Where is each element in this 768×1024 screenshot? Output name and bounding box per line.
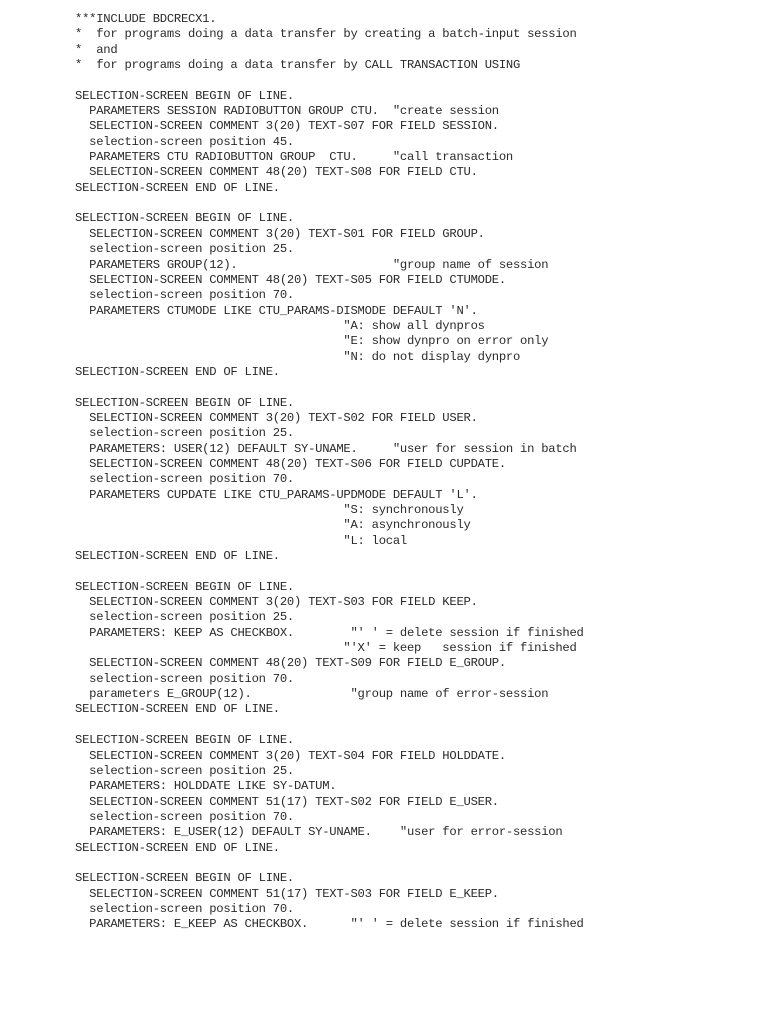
code-line: SELECTION-SCREEN COMMENT 3(20) TEXT-S01 FOR FIELD GROUP. <box>75 226 485 241</box>
code-line: SELECTION-SCREEN END OF LINE. <box>75 180 280 195</box>
code-line: selection-screen position 25. <box>75 242 294 257</box>
code-line <box>75 564 755 579</box>
code-line: SELECTION-SCREEN BEGIN OF LINE. <box>75 88 294 103</box>
code-line: * for programs doing a data transfer by creating a batch-input session <box>75 27 577 42</box>
abap-source-listing <box>75 12 755 948</box>
code-line: SELECTION-SCREEN COMMENT 48(20) TEXT-S08 FOR FIELD CTU. <box>75 165 478 180</box>
code-line: SELECTION-SCREEN BEGIN OF LINE. <box>75 871 294 886</box>
code-line: selection-screen position 70. <box>75 288 294 303</box>
code-line: "'X' = keep session if finished <box>75 641 577 656</box>
code-line: "N: do not display dynpro <box>75 349 521 364</box>
code-line: ***INCLUDE BDCRECX1. <box>75 12 217 26</box>
code-line: PARAMETERS CTU RADIOBUTTON GROUP CTU. "call transaction <box>75 150 513 165</box>
code-line <box>75 196 755 211</box>
code-line: "L: local <box>75 533 407 548</box>
code-line: SELECTION-SCREEN COMMENT 3(20) TEXT-S04 FOR FIELD HOLDDATE. <box>75 748 506 763</box>
code-line: PARAMETERS GROUP(12). "group name of session <box>75 257 549 272</box>
code-line: SELECTION-SCREEN COMMENT 48(20) TEXT-S09 FOR FIELD E_GROUP. <box>75 656 506 671</box>
code-line: * and <box>75 42 118 57</box>
code-line: selection-screen position 25. <box>75 763 294 778</box>
code-line: selection-screen position 70. <box>75 472 294 487</box>
code-line: selection-screen position 70. <box>75 671 294 686</box>
code-line: "E: show dynpro on error only <box>75 334 549 349</box>
code-line: SELECTION-SCREEN END OF LINE. <box>75 702 280 717</box>
code-line: "A: asynchronously <box>75 518 471 533</box>
code-line: SELECTION-SCREEN BEGIN OF LINE. <box>75 395 294 410</box>
code-line: PARAMETERS: E_USER(12) DEFAULT SY-UNAME. "user for error-session <box>75 825 563 840</box>
code-line: SELECTION-SCREEN COMMENT 48(20) TEXT-S05 FOR FIELD CTUMODE. <box>75 272 506 287</box>
code-line: PARAMETERS: USER(12) DEFAULT SY-UNAME. "user for session in batch <box>75 441 577 456</box>
code-line: selection-screen position 70. <box>75 901 294 916</box>
code-line: SELECTION-SCREEN COMMENT 3(20) TEXT-S07 FOR FIELD SESSION. <box>75 119 499 134</box>
code-line: selection-screen position 25. <box>75 610 294 625</box>
code-line: SELECTION-SCREEN END OF LINE. <box>75 549 280 564</box>
code-line: SELECTION-SCREEN COMMENT 51(17) TEXT-S03 FOR FIELD E_KEEP. <box>75 886 499 901</box>
code-line: PARAMETERS: E_KEEP AS CHECKBOX. "' ' = delete session if finished <box>75 917 584 932</box>
code-line: parameters E_GROUP(12). "group name of error-session <box>75 687 549 702</box>
code-line: SELECTION-SCREEN COMMENT 48(20) TEXT-S06 FOR FIELD CUPDATE. <box>75 456 506 471</box>
code-line: PARAMETERS CTUMODE LIKE CTU_PARAMS-DISMODE DEFAULT 'N'. <box>75 303 478 318</box>
code-line: SELECTION-SCREEN COMMENT 51(17) TEXT-S02 FOR FIELD E_USER. <box>75 794 499 809</box>
code-line: * for programs doing a data transfer by CALL TRANSACTION USING <box>75 58 521 73</box>
code-line: "A: show all dynpros <box>75 318 485 333</box>
code-line <box>75 718 755 733</box>
code-line: SELECTION-SCREEN BEGIN OF LINE. <box>75 579 294 594</box>
code-line: "S: synchronously <box>75 503 464 517</box>
code-line: selection-screen position 25. <box>75 426 294 441</box>
code-line <box>75 933 755 948</box>
code-line: selection-screen position 45. <box>75 134 294 149</box>
code-line: PARAMETERS CUPDATE LIKE CTU_PARAMS-UPDMODE DEFAULT 'L'. <box>75 487 478 502</box>
code-line: SELECTION-SCREEN END OF LINE. <box>75 364 280 379</box>
code-line: PARAMETERS: KEEP AS CHECKBOX. "' ' = delete session if finished <box>75 625 584 640</box>
code-line <box>75 856 755 871</box>
code-line <box>75 73 755 88</box>
code-line <box>75 380 755 395</box>
code-line: PARAMETERS SESSION RADIOBUTTON GROUP CTU. "create session <box>75 104 499 119</box>
code-line: SELECTION-SCREEN COMMENT 3(20) TEXT-S02 FOR FIELD USER. <box>75 410 478 425</box>
code-line: SELECTION-SCREEN END OF LINE. <box>75 840 280 855</box>
code-line: selection-screen position 70. <box>75 809 294 824</box>
code-line: SELECTION-SCREEN BEGIN OF LINE. <box>75 733 294 748</box>
code-line: SELECTION-SCREEN COMMENT 3(20) TEXT-S03 FOR FIELD KEEP. <box>75 595 478 610</box>
code-line: PARAMETERS: HOLDDATE LIKE SY-DATUM. <box>75 779 337 794</box>
code-line: SELECTION-SCREEN BEGIN OF LINE. <box>75 211 294 226</box>
